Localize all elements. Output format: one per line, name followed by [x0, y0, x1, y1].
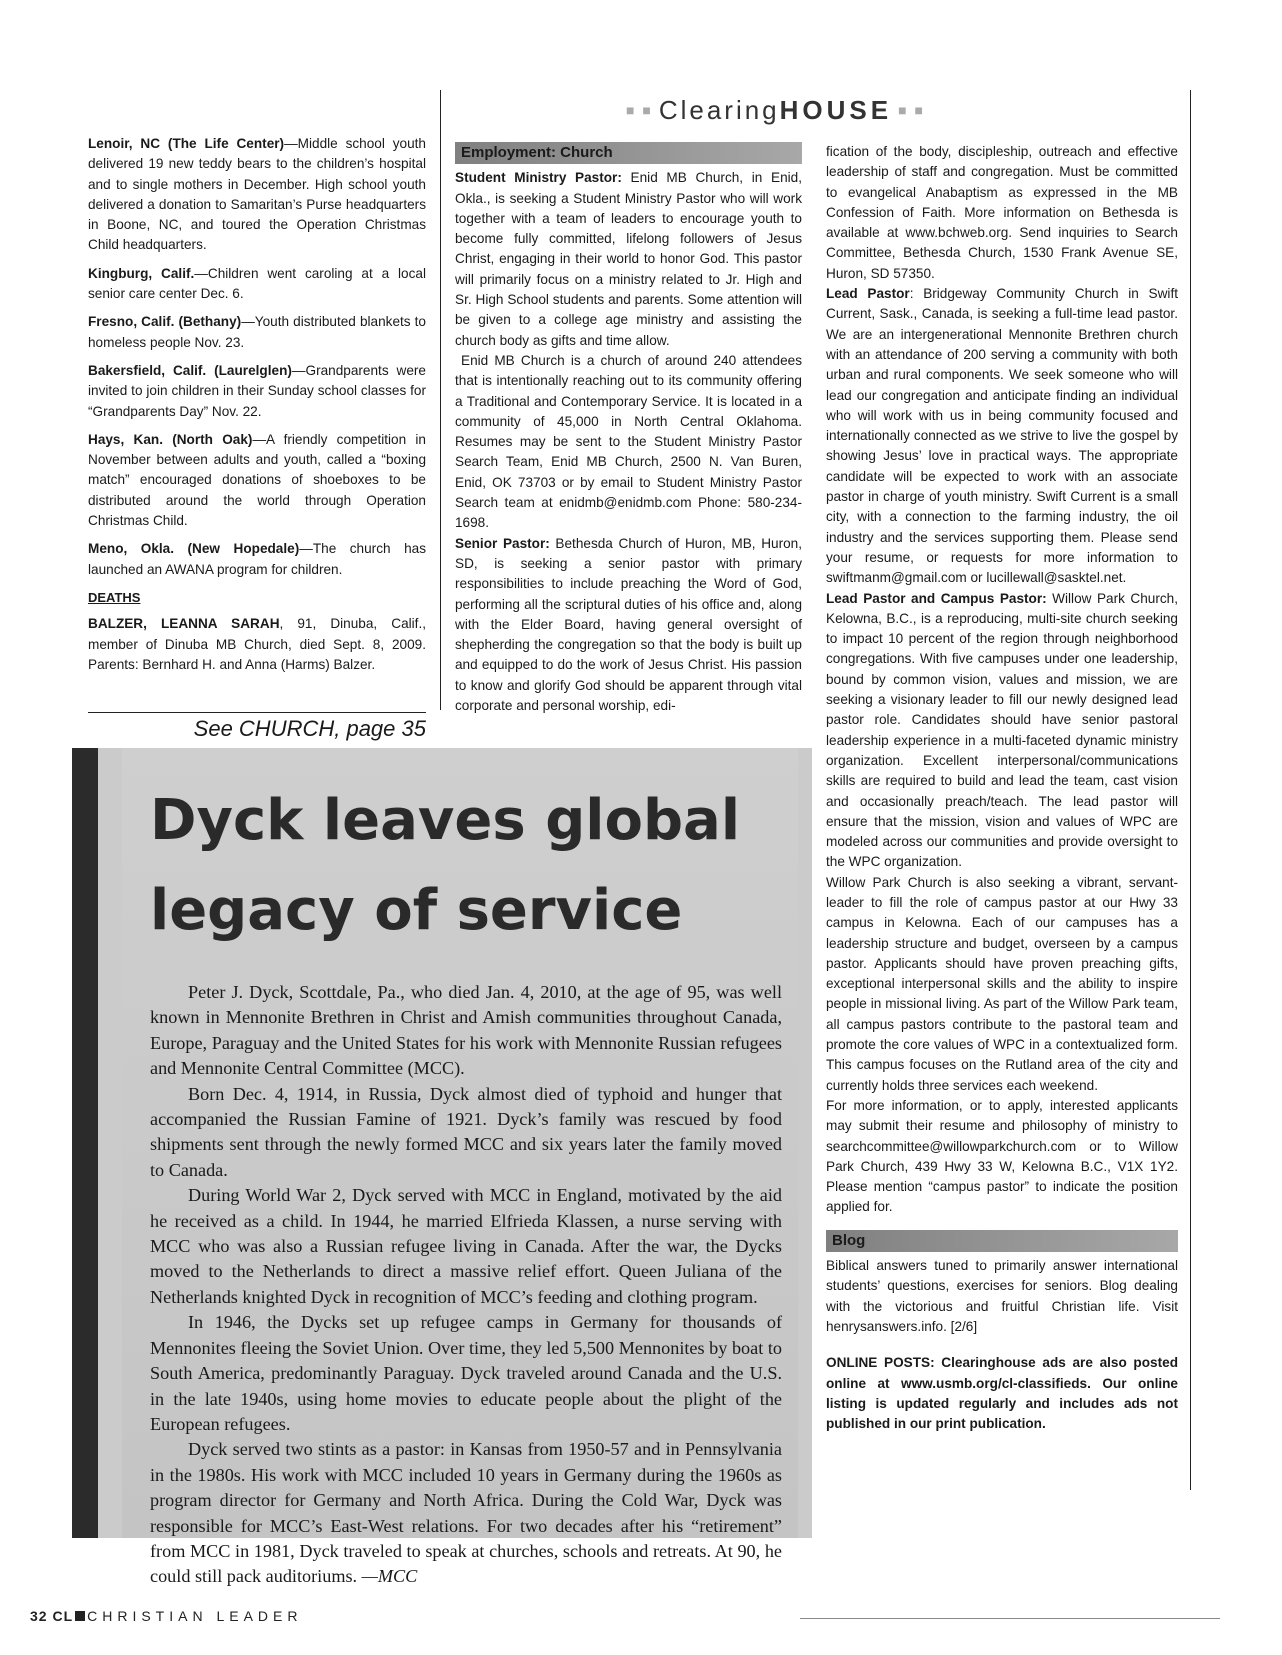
page-footer	[30, 1608, 302, 1624]
news-item-text: —Middle school youth delivered 19 new teddy bears to the children’s hospital and to single mothers in December. High school youth delivered a donation to Samaritan’s Purse headquarters in Boone, NC, and toured the Operation Christmas Child headquarters.	[88, 136, 426, 253]
news-item-heading: Fresno, Calif. (Bethany)	[88, 314, 242, 330]
news-item-heading: Kingburg, Calif.	[88, 265, 195, 281]
news-item-text: —Children went caroling at a local senior care center Dec. 6.	[88, 265, 426, 302]
article-paragraph: Peter J. Dyck, Scottdale, Pa., who died Jan. 4, 2010, at the age of 95, was well known in Mennonite Brethren in Christ and Amish communities throughout Canada, Europe, Paraguay and the United States for his work with Mennonite Russian refugees and Mennonite Central Committee (MCC).	[150, 982, 782, 1079]
obituary-article	[72, 748, 812, 1587]
article-body	[150, 980, 782, 1590]
news-item-text: —Youth distributed blankets to homeless people Nov. 23.	[88, 314, 426, 350]
ad-student-pastor-details: Enid MB Church is a church of around 240 attendees that is intentionally reaching out to its community offering a Traditional and Contemporary Service. It is located in a community of 45,000 in North Central Oklahoma. Resumes may be sent to the Student Ministry Pastor Search Team, Enid MB Church, 2500 N. Van Buren, Enid, OK 73703 or by email to Student Ministry Pastor Search team at enidmb@enidmb.com Phone: 580-234-1698.	[455, 352, 802, 531]
page-number: 32 CL	[30, 1608, 74, 1624]
news-item-text: —The church has launched an AWANA program for children.	[88, 541, 426, 577]
ad-senior-pastor-continued: fication of the body, discipleship, outreach and effective leadership of staff and congregation. Must be committed to evangelical Anabaptism as expressed in the MB Confession of Faith. More information on Bethesda is available at www.bchweb.org. Send inquiries to Search Committee, Bethesda Church, 1530 Frank Avenue SE, Huron, SD 57350.	[826, 144, 1178, 281]
news-item-text: —Grandparents were invited to join children in their Sunday school classes for “Grandparents Day” Nov. 22.	[88, 362, 426, 419]
news-item-heading: Hays, Kan. (North Oak)	[88, 431, 253, 447]
article-paragraph: In 1946, the Dycks set up refugee camps in Germany for thousands of Mennonites fleeing the Soviet Union. Over time, they led 5,500 Mennonites by boat to South America, predominantly Paraguay. Dyck traveled around Canada and the U.S. in the late 1940s, using home movies to educate people about the plight of the European refugees.	[150, 1312, 782, 1434]
ad-campus-pastor	[826, 589, 1178, 873]
ad-willow-park: Willow Park Church is also seeking a vibrant, servant-leader to fill the role of campus pastor at our Hwy 33 campus in Kelowna. Each of our campuses has a leadership structure and budget, overseen by a campus pastor. Applicants should have proven preaching gifts, exceptional interpersonal skills and the ability to inspire people in missional living. As part of the Willow Park team, all campus pastors contribute to the pastoral team and promote the core values of WPC in a contextualized form. This campus focuses on the Rutland area of the city and currently holds three services each weekend.	[826, 874, 1178, 1093]
article-paragraph	[150, 1437, 782, 1589]
article-headline	[150, 776, 790, 956]
article-paragraph: During World War 2, Dyck served with MCC in England, motivated by the aid he received as a child. In 1944, he married Elfrieda Klassen, a nurse serving with MCC who was also a Russian refugee living in Canada. After the war, the Dycks moved to the Netherlands to direct a massive relief effort. Queen Juliana of the Netherlands knighted Dyck in recognition of MCC’s feeding and clothing program.	[150, 1185, 782, 1307]
news-item	[88, 264, 426, 305]
deaths-label: DEATHS	[88, 589, 141, 605]
obituary-text: , 91, Dinuba, Calif., member of Dinuba MB Church, died Sept. 8, 2009. Parents: Bernhard H. and Anna (Harms) Balzer.	[88, 616, 426, 672]
headline-line: Dyck leaves global	[150, 788, 741, 853]
article-paragraph: Born Dec. 4, 1914, in Russia, Dyck almost died of typhoid and hunger that accompanied the Russian Famine of 1921. Dyck’s family was rescued by food shipments sent through the newly formed MCC and six years later the family moved to Canada.	[150, 1083, 782, 1180]
news-item	[88, 430, 426, 531]
column-rule-right	[1190, 90, 1191, 1490]
news-item-heading: Lenoir, NC (The Life Center)	[88, 136, 285, 151]
header-clearing: Clearing	[658, 94, 780, 125]
footer-square-icon	[75, 1611, 85, 1621]
employment-banner: Employment: Church	[455, 142, 802, 164]
news-item	[88, 134, 426, 256]
ad-senior-pastor	[455, 534, 802, 717]
online-posts-note: ONLINE POSTS: Clearinghouse ads are also posted online at www.usmb.org/cl-classifieds. Our online listing is updated regularly and includes ads not published in our print publication.	[826, 1355, 1178, 1432]
church-news-column	[88, 134, 426, 683]
ad-apply-info: For more information, or to apply, interested applicants may submit their resume and philosophy of ministry to searchcommittee@willowparkchurch.com or to Willow Park Church, 439 Hwy 33 W, Kelowna B.C., V1X 1Y2. Please mention “campus pastor” to indicate the position applied for.	[826, 1097, 1178, 1215]
obituary	[88, 614, 426, 675]
ad-student-pastor	[455, 168, 802, 351]
headline-line: legacy of service	[150, 878, 683, 943]
ad-text: Willow Park Church, Kelowna, B.C., is a reproducing, multi-site church seeking to impact 10 percent of the region through neighborhood congregations. With five campuses under one leadership, bound by common vision, values and mission, we are seeking a visionary leader to fill our newly designed lead pastor role. Candidates should have senior pastoral leadership experience in a multi-faceted dynamic ministry organization. Excellent interpersonal/communications skills are required to build and lead the team, cast vision and occasionally preach/teach. The lead pastor will ensure that the mission, vision and values of WPC are modeled across our communities and provide oversight to the WPC organization.	[826, 590, 1178, 870]
article-signature: —MCC	[361, 1566, 418, 1587]
blog-banner: Blog	[826, 1230, 1178, 1252]
column-divider	[88, 712, 426, 713]
section-header	[620, 90, 1020, 130]
publication-name: CHRISTIAN LEADER	[87, 1608, 303, 1624]
news-item-heading: Bakersfield, Calif. (Laurelglen)	[88, 362, 292, 378]
ad-text: Bethesda Church of Huron, MB, Huron, SD, is seeking a senior pastor with primary responsibilities to include preaching the Word of God, performing all the scriptural duties of his office and, along with the Elder Board, having general oversight of shepherding the congregation so that the body is built up and equipped to do the work of Jesus Christ. His passion to know and glorify God should be apparent through vital corporate and personal worship, edi-	[455, 535, 802, 714]
ad-heading: Lead Pastor and Campus Pastor:	[826, 590, 1047, 606]
obituary-name: BALZER, LEANNA SARAH	[88, 616, 280, 632]
column-rule-left	[440, 90, 441, 710]
ad-heading: Lead Pastor	[826, 286, 910, 302]
news-item-text: —A friendly competition in November between adults and youth, called a “boxing match” encouraged donations of shoeboxes to be distributed around the world through Operation Christmas Child.	[88, 431, 426, 529]
header-dots-icon: ■ ■	[626, 102, 653, 118]
ad-text: : Bridgeway Community Church in Swift Current, Sask., Canada, is seeking a full-time lead pastor. We are an intergenerational Mennonite Brethren church with an attendance of 200 serving a community with both urban and rural components. We seek someone who will lead our congregation and anticipate finding an individual who will work with us in being community focused and internationally connected as we strive to live the gospel by showing Jesus’ love in practical ways. The appropriate candidate will be expected to work with an associate pastor in charge of youth ministry. Swift Current is a small city, with a connection to the farming industry, the oil industry and the services supporting them. Please send your resume, or requests for more information to swiftmanm@gmail.com or lucillewall@sasktel.net.	[826, 286, 1179, 586]
ad-heading: Senior Pastor:	[455, 535, 550, 551]
article-side-bar	[72, 748, 98, 1538]
header-house: HOUSE	[779, 94, 893, 125]
ad-text: Enid MB Church, in Enid, Okla., is seeking a Student Ministry Pastor who will work together with a team of leaders to encourage youth to become fully committed, lifelong followers of Jesus Christ, engaging in their world to honor God. This pastor will primarily focus on a ministry related to Jr. High and Sr. High School students and parents. Some attention will be given to a college age ministry and assisting the church body as gifts and time allow.	[455, 170, 802, 348]
ad-heading: Student Ministry Pastor:	[455, 170, 622, 186]
ad-lead-pastor	[826, 284, 1178, 588]
continuation-link[interactable]: See CHURCH, page 35	[193, 716, 426, 741]
header-dots-icon: ■ ■	[898, 102, 925, 118]
news-item	[88, 539, 426, 580]
article-paragraph-text: Dyck served two stints as a pastor: in Kansas from 1950-57 and in Pennsylvania in the 1980s. His work with MCC included 10 years in Germany during the 1960s as program director for Germany and North Africa. During the Cold War, Dyck was responsible for MCC’s East-West relations. For two decades after his “retirement” from MCC in 1981, Dyck traveled to speak at churches, schools and retreats. At 90, he could still pack auditoriums.	[150, 1439, 782, 1587]
news-item	[88, 361, 426, 422]
news-item-heading: Meno, Okla. (New Hopedale)	[88, 541, 300, 557]
footer-rule	[800, 1618, 1220, 1619]
employment-column-continued	[826, 142, 1178, 1434]
ad-blog: Biblical answers tuned to primarily answer international students’ questions, exercises for seniors. Blog dealing with the victorious and fruitful Christian life. Visit henrysanswers.info. [2/6]	[826, 1258, 1178, 1334]
employment-column	[455, 142, 802, 716]
news-item	[88, 312, 426, 353]
